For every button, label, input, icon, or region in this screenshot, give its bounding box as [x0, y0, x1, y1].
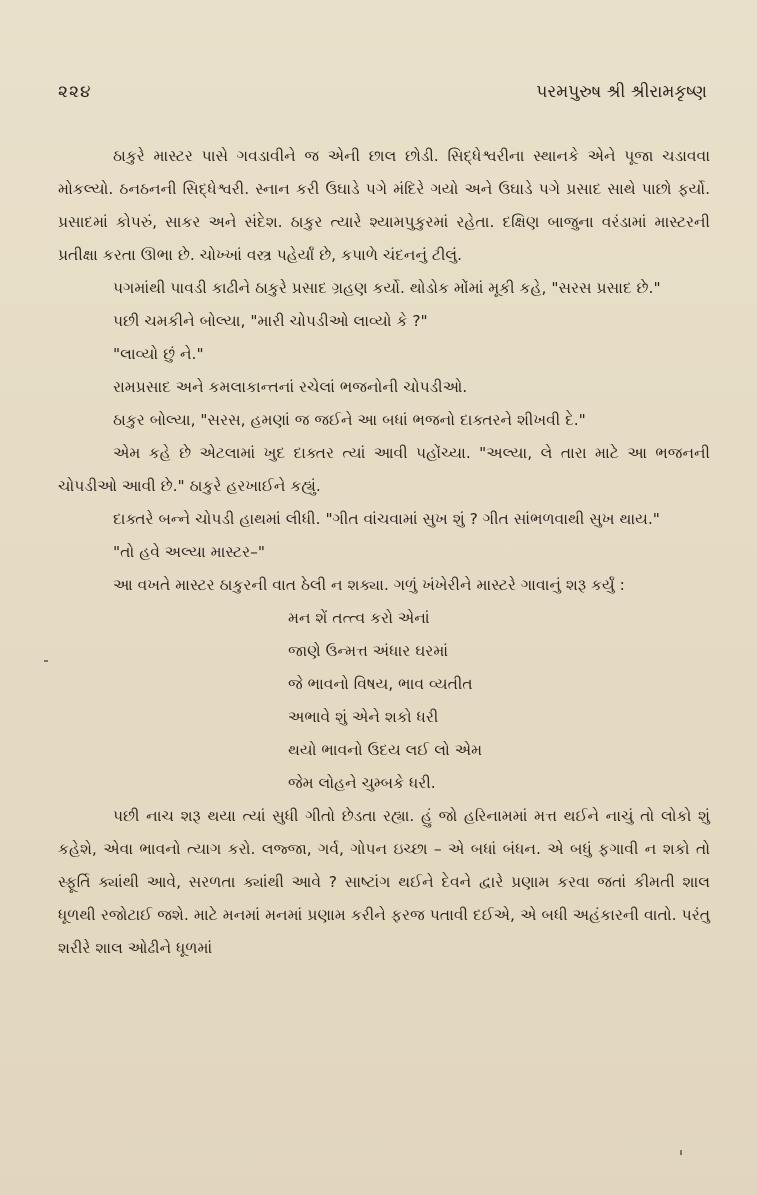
verse-line: અભાવે શું એને શકો ધરી	[288, 708, 439, 726]
margin-speck	[44, 660, 48, 662]
paragraph: દાક્તરે બન્ને ચોપડી હાથમાં લીધી. "ગીત વાંચવામાં સુખ શું ? ગીત સાંભળવાથી સુખ થાય."	[113, 510, 660, 528]
dialogue-line: "લાવ્યો છું ને."	[113, 345, 204, 363]
verse-line: જે ભાવનો વિષય, ભાવ વ્યતીત	[288, 675, 473, 693]
paragraph: પગમાંથી પાવડી કાઢીને ઠાકુરે પ્રસાદ ગ્રહણ કર્યો. થોડોક મોંમાં મૂકી કહે, "સરસ પ્રસાદ છે."	[113, 279, 661, 297]
verse-line: મન શેં તત્ત્વ કરો એનાં	[288, 609, 430, 627]
dialogue-line: પછી ચમકીને બોલ્યા, "મારી ચોપડીઓ લાવ્યો કે ?"	[113, 312, 428, 330]
verse-line: થયો ભાવનો ઉદય લઈ લો એમ	[288, 741, 483, 759]
dialogue-line: "તો હવે અલ્યા માસ્ટર–"	[113, 543, 265, 561]
page-header	[58, 82, 707, 112]
body-text	[58, 140, 710, 965]
paragraph: પછી નાચ શરૂ થયા ત્યાં સુધી ગીતો છેડતા રહ્યા. હું જો હરિનામમાં મત્ત થઈને નાચું તો લોકો શું કહેશે, એવા ભાવનો ત્યાગ કરો. લજ્જા, ગર્વ, ગોપન ઇચ્છા – એ બધાં બંધન. એ બધું ફગાવી ન શકો તો સ્ફૂર્તિ ક્યાંથી આવે, સરળતા ક્યાંથી આવે ? સાષ્ટાંગ થઈને દેવને દ્વારે પ્રણામ કરવા જતાં કીમતી શાલ ધૂળથી રજોટાઈ જશે. માટે મનમાં મનમાં પ્રણામ કરીને ફરજ પતાવી દઈએ, એ બધી અહંકારની વાતો. પરંતુ શરીરે શાલ ઓઢીને ધૂળમાં	[58, 807, 710, 957]
paragraph: ઠાકુરે માસ્ટર પાસે ગવડાવીને જ એની છાલ છોડી. સિદ્ધેશ્વરીના સ્થાનકે એને પૂજા ચડાવવા મોકલ્યો. ઠનઠનની સિદ્ધેશ્વરી. સ્નાન કરી ઉઘાડે પગે મંદિરે ગયો અને ઉઘાડે પગે પ્રસાદ સાથે પાછો ફર્યો. પ્રસાદમાં કોપરું, સાકર અને સંદેશ. ઠાકુર ત્યારે શ્યામપુકુરમાં રહેતા. દક્ષિણ બાજુના વરંડામાં માસ્ટરની પ્રતીક્ષા કરતા ઊભા છે. ચોખ્ખાં વસ્ત્ર પહેર્યાં છે, કપાળે ચંદનનું ટીલું.	[58, 147, 710, 264]
page-number: ૨૨૪	[58, 82, 92, 102]
margin-speck	[680, 1150, 682, 1155]
paragraph: આ વખતે માસ્ટર ઠાકુરની વાત ઠેલી ન શક્યા. ગળું ખંખેરીને માસ્ટરે ગાવાનું શરૂ કર્યું :	[113, 576, 625, 594]
verse-line: જેમ લોહને ચુમ્બકે ધરી.	[288, 774, 436, 792]
paragraph: રામપ્રસાદ અને કમલાકાન્તનાં રચેલાં ભજનોની ચોપડીઓ.	[113, 378, 468, 396]
song-verse	[58, 602, 710, 800]
running-title: પરમપુરુષ શ્રી શ્રીરામકૃષ્ણ	[536, 82, 707, 102]
verse-line: જાણે ઉન્મત્ત અંધાર ઘરમાં	[288, 642, 449, 660]
paragraph: એમ કહે છે એટલામાં ખુદ દાક્તર ત્યાં આવી પહોંચ્યા. "અલ્યા, લે તારા માટે આ ભજનની ચોપડીઓ આવી છે." ઠાકુરે હરખાઈને કહ્યું.	[58, 444, 710, 495]
paragraph: ઠાકુર બોલ્યા, "સરસ, હમણાં જ જઈને આ બધાં ભજનો દાક્તરને શીખવી દે."	[113, 411, 586, 429]
